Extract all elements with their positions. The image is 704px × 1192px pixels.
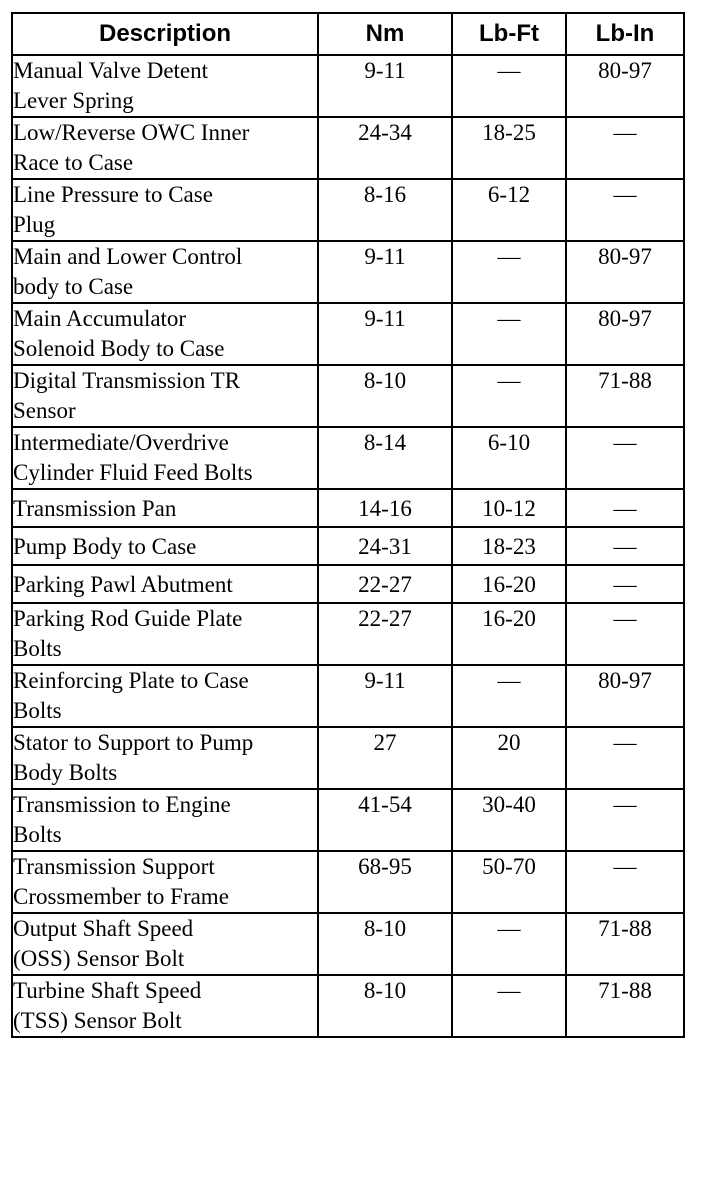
lb-in-value-cell: 71-88 bbox=[566, 975, 684, 1037]
nm-value-cell: 8-14 bbox=[318, 427, 452, 489]
header-nm: Nm bbox=[318, 13, 452, 55]
lb-in-value-cell: — bbox=[566, 179, 684, 241]
description-line: Crossmember to Frame bbox=[13, 884, 229, 909]
table-row bbox=[12, 427, 684, 489]
nm-value-cell: 9-11 bbox=[318, 665, 452, 727]
nm-value-cell: 22-27 bbox=[318, 603, 452, 665]
lb-in-value-cell: 80-97 bbox=[566, 241, 684, 303]
lb-ft-value-cell: — bbox=[452, 975, 566, 1037]
lb-ft-value-cell: 18-23 bbox=[452, 527, 566, 565]
table-body bbox=[12, 55, 684, 1037]
table-row bbox=[12, 241, 684, 303]
description-cell bbox=[12, 303, 318, 365]
table-row bbox=[12, 489, 684, 527]
description-cell bbox=[12, 975, 318, 1037]
description-line: Low/Reverse OWC Inner bbox=[13, 120, 250, 145]
table-row bbox=[12, 565, 684, 603]
description-line: Transmission Support bbox=[13, 854, 215, 879]
table-row bbox=[12, 179, 684, 241]
description-line: Intermediate/Overdrive bbox=[13, 430, 229, 455]
table-row bbox=[12, 527, 684, 565]
description-line: Bolts bbox=[13, 822, 62, 847]
nm-value-cell: 8-10 bbox=[318, 365, 452, 427]
lb-in-value-cell: 80-97 bbox=[566, 665, 684, 727]
description-line: Race to Case bbox=[13, 150, 134, 175]
lb-ft-value-cell: — bbox=[452, 913, 566, 975]
description-cell bbox=[12, 603, 318, 665]
nm-value-cell: 22-27 bbox=[318, 565, 452, 603]
description-line: Turbine Shaft Speed bbox=[13, 978, 202, 1003]
table-row bbox=[12, 55, 684, 117]
description-line: body to Case bbox=[13, 274, 134, 299]
description-line: Stator to Support to Pump bbox=[13, 730, 254, 755]
description-line: Pump Body to Case bbox=[13, 534, 197, 559]
description-line: Cylinder Fluid Feed Bolts bbox=[13, 460, 253, 485]
description-line: Transmission Pan bbox=[13, 496, 177, 521]
nm-value-cell: 24-31 bbox=[318, 527, 452, 565]
nm-value-cell: 9-11 bbox=[318, 303, 452, 365]
description-cell bbox=[12, 117, 318, 179]
table-row bbox=[12, 913, 684, 975]
table-row bbox=[12, 603, 684, 665]
lb-in-value-cell: — bbox=[566, 789, 684, 851]
torque-spec-table bbox=[11, 12, 685, 1038]
description-line: Manual Valve Detent bbox=[13, 58, 209, 83]
lb-ft-value-cell: 16-20 bbox=[452, 565, 566, 603]
nm-value-cell: 8-10 bbox=[318, 913, 452, 975]
lb-in-value-cell: 80-97 bbox=[566, 55, 684, 117]
table-row bbox=[12, 851, 684, 913]
description-line: Solenoid Body to Case bbox=[13, 336, 225, 361]
header-lb-in: Lb-In bbox=[566, 13, 684, 55]
description-line: Main Accumulator bbox=[13, 306, 187, 331]
nm-value-cell: 68-95 bbox=[318, 851, 452, 913]
description-line: Lever Spring bbox=[13, 88, 134, 113]
lb-in-value-cell: — bbox=[566, 117, 684, 179]
description-cell bbox=[12, 789, 318, 851]
table-row bbox=[12, 365, 684, 427]
description-line: Main and Lower Control bbox=[13, 244, 243, 269]
description-line: Parking Pawl Abutment bbox=[13, 572, 233, 597]
table-row bbox=[12, 665, 684, 727]
nm-value-cell: 14-16 bbox=[318, 489, 452, 527]
description-line: Sensor bbox=[13, 398, 76, 423]
lb-ft-value-cell: 6-10 bbox=[452, 427, 566, 489]
lb-in-value-cell: — bbox=[566, 727, 684, 789]
description-line: (OSS) Sensor Bolt bbox=[13, 946, 185, 971]
lb-in-value-cell: 80-97 bbox=[566, 303, 684, 365]
nm-value-cell: 41-54 bbox=[318, 789, 452, 851]
lb-ft-value-cell: — bbox=[452, 665, 566, 727]
lb-in-value-cell: — bbox=[566, 565, 684, 603]
lb-in-value-cell: — bbox=[566, 603, 684, 665]
table-row bbox=[12, 789, 684, 851]
nm-value-cell: 24-34 bbox=[318, 117, 452, 179]
description-line: Parking Rod Guide Plate bbox=[13, 606, 243, 631]
nm-value-cell: 8-10 bbox=[318, 975, 452, 1037]
table-row bbox=[12, 117, 684, 179]
lb-ft-value-cell: 50-70 bbox=[452, 851, 566, 913]
description-cell bbox=[12, 179, 318, 241]
description-cell bbox=[12, 241, 318, 303]
description-line: Digital Transmission TR bbox=[13, 368, 241, 393]
description-line: (TSS) Sensor Bolt bbox=[13, 1008, 182, 1033]
lb-ft-value-cell: 10-12 bbox=[452, 489, 566, 527]
description-cell bbox=[12, 851, 318, 913]
lb-ft-value-cell: 18-25 bbox=[452, 117, 566, 179]
lb-ft-value-cell: — bbox=[452, 55, 566, 117]
lb-in-value-cell: — bbox=[566, 489, 684, 527]
description-cell bbox=[12, 489, 318, 527]
header-row bbox=[12, 13, 684, 55]
nm-value-cell: 8-16 bbox=[318, 179, 452, 241]
lb-ft-value-cell: 30-40 bbox=[452, 789, 566, 851]
description-line: Reinforcing Plate to Case bbox=[13, 668, 249, 693]
description-line: Transmission to Engine bbox=[13, 792, 231, 817]
description-line: Line Pressure to Case bbox=[13, 182, 213, 207]
description-line: Body Bolts bbox=[13, 760, 118, 785]
lb-ft-value-cell: 20 bbox=[452, 727, 566, 789]
description-line: Output Shaft Speed bbox=[13, 916, 194, 941]
description-cell bbox=[12, 427, 318, 489]
nm-value-cell: 9-11 bbox=[318, 241, 452, 303]
lb-in-value-cell: 71-88 bbox=[566, 365, 684, 427]
description-cell bbox=[12, 55, 318, 117]
lb-in-value-cell: — bbox=[566, 527, 684, 565]
header-lb-ft: Lb-Ft bbox=[452, 13, 566, 55]
lb-ft-value-cell: — bbox=[452, 303, 566, 365]
description-line: Plug bbox=[13, 212, 56, 237]
description-cell bbox=[12, 365, 318, 427]
lb-ft-value-cell: — bbox=[452, 241, 566, 303]
description-line: Bolts bbox=[13, 636, 62, 661]
description-cell bbox=[12, 727, 318, 789]
lb-ft-value-cell: — bbox=[452, 365, 566, 427]
lb-in-value-cell: — bbox=[566, 427, 684, 489]
lb-in-value-cell: — bbox=[566, 851, 684, 913]
nm-value-cell: 27 bbox=[318, 727, 452, 789]
nm-value-cell: 9-11 bbox=[318, 55, 452, 117]
table-row bbox=[12, 303, 684, 365]
lb-ft-value-cell: 6-12 bbox=[452, 179, 566, 241]
table-row bbox=[12, 727, 684, 789]
description-line: Bolts bbox=[13, 698, 62, 723]
description-cell bbox=[12, 665, 318, 727]
description-cell bbox=[12, 527, 318, 565]
description-cell bbox=[12, 565, 318, 603]
description-cell bbox=[12, 913, 318, 975]
header-description: Description bbox=[12, 13, 318, 55]
lb-ft-value-cell: 16-20 bbox=[452, 603, 566, 665]
lb-in-value-cell: 71-88 bbox=[566, 913, 684, 975]
table-row bbox=[12, 975, 684, 1037]
